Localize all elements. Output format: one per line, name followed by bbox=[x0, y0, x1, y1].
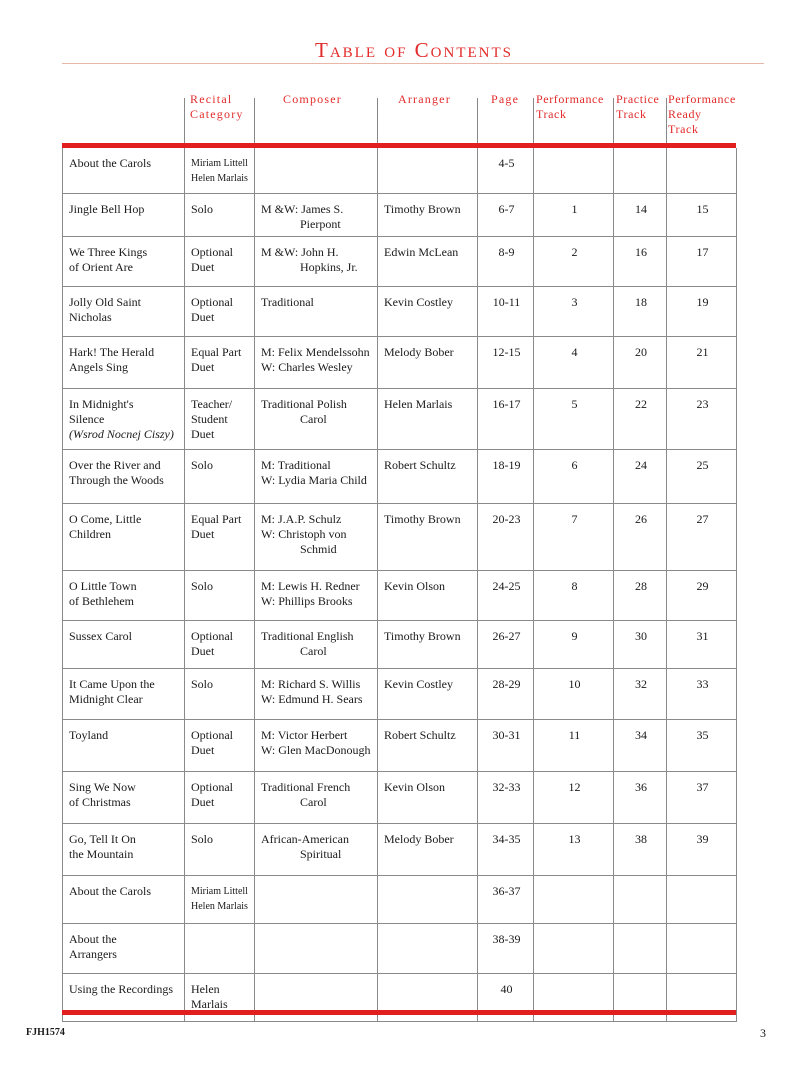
page-title: Table of Contents bbox=[315, 38, 513, 62]
arranger-cell: Melody Bober bbox=[378, 336, 478, 388]
practice-track-cell bbox=[614, 875, 667, 923]
song-title-cell: Jolly Old Saint Nicholas bbox=[63, 286, 185, 336]
practice-track-cell: 26 bbox=[614, 503, 667, 570]
performance-ready-track-cell: 17 bbox=[667, 236, 737, 286]
page-cell: 28-29 bbox=[478, 668, 534, 719]
performance-ready-track-cell bbox=[667, 875, 737, 923]
page-cell: 8-9 bbox=[478, 236, 534, 286]
performance-track-cell: 4 bbox=[534, 336, 614, 388]
composer-cell: M &W: James S. Pierpont bbox=[255, 193, 378, 236]
table-row bbox=[63, 620, 737, 668]
arranger-cell: Timothy Brown bbox=[378, 620, 478, 668]
performance-ready-track-cell: 21 bbox=[667, 336, 737, 388]
performance-track-cell: 8 bbox=[534, 570, 614, 620]
page-cell: 18-19 bbox=[478, 449, 534, 503]
page-cell: 38-39 bbox=[478, 923, 534, 973]
practice-track-cell: 38 bbox=[614, 823, 667, 875]
composer-cell: African-American Spiritual bbox=[255, 823, 378, 875]
song-title-cell: Toyland bbox=[63, 719, 185, 771]
practice-track-cell: 30 bbox=[614, 620, 667, 668]
song-title-cell: Jingle Bell Hop bbox=[63, 193, 185, 236]
header-practice-track: Practice Track bbox=[616, 92, 660, 121]
composer-cell: Traditional Polish Carol bbox=[255, 388, 378, 449]
table-row bbox=[63, 823, 737, 875]
contents-table-body bbox=[63, 148, 737, 1021]
performance-track-cell: 1 bbox=[534, 193, 614, 236]
song-title-cell: About the Carols bbox=[63, 148, 185, 193]
catalog-code: FJH1574 bbox=[26, 1027, 65, 1038]
composer-cell: M: Lewis H. Redner W: Phillips Brooks bbox=[255, 570, 378, 620]
page-cell: 24-25 bbox=[478, 570, 534, 620]
recital-category-cell: Equal Part Duet bbox=[185, 503, 255, 570]
recital-category-cell: Solo bbox=[185, 570, 255, 620]
page-cell: 32-33 bbox=[478, 771, 534, 823]
performance-track-cell bbox=[534, 875, 614, 923]
arranger-cell: Kevin Costley bbox=[378, 668, 478, 719]
practice-track-cell: 20 bbox=[614, 336, 667, 388]
page-cell: 12-15 bbox=[478, 336, 534, 388]
composer-cell: Traditional bbox=[255, 286, 378, 336]
table-header bbox=[0, 88, 800, 144]
composer-cell: Traditional English Carol bbox=[255, 620, 378, 668]
recital-category-cell: Optional Duet bbox=[185, 719, 255, 771]
arranger-cell: Kevin Olson bbox=[378, 771, 478, 823]
song-title-cell: It Came Upon the Midnight Clear bbox=[63, 668, 185, 719]
header-divider bbox=[184, 98, 185, 144]
composer-cell: M: Traditional W: Lydia Maria Child bbox=[255, 449, 378, 503]
arranger-cell: Kevin Olson bbox=[378, 570, 478, 620]
arranger-cell: Kevin Costley bbox=[378, 286, 478, 336]
performance-ready-track-cell: 33 bbox=[667, 668, 737, 719]
performance-ready-track-cell: 37 bbox=[667, 771, 737, 823]
recital-category-cell: Helen Marlais bbox=[185, 973, 255, 1021]
page-cell: 40 bbox=[478, 973, 534, 1021]
table-row bbox=[63, 503, 737, 570]
recital-category-cell bbox=[185, 923, 255, 973]
header-divider bbox=[533, 98, 534, 144]
arranger-cell bbox=[378, 923, 478, 973]
recital-category-cell: Optional Duet bbox=[185, 620, 255, 668]
table-row bbox=[63, 236, 737, 286]
performance-ready-track-cell: 31 bbox=[667, 620, 737, 668]
practice-track-cell: 32 bbox=[614, 668, 667, 719]
performance-ready-track-cell: 29 bbox=[667, 570, 737, 620]
practice-track-cell: 18 bbox=[614, 286, 667, 336]
contents-table bbox=[62, 148, 737, 1022]
header-arranger: Arranger bbox=[398, 92, 451, 106]
composer-cell: M: Richard S. Willis W: Edmund H. Sears bbox=[255, 668, 378, 719]
arranger-cell: Melody Bober bbox=[378, 823, 478, 875]
arranger-cell: Edwin McLean bbox=[378, 236, 478, 286]
performance-ready-track-cell: 39 bbox=[667, 823, 737, 875]
arranger-cell: Helen Marlais bbox=[378, 388, 478, 449]
table-row bbox=[63, 771, 737, 823]
table-bottom-rule bbox=[62, 1010, 736, 1015]
practice-track-cell: 16 bbox=[614, 236, 667, 286]
header-performance-track: Performance Track bbox=[536, 92, 604, 121]
table-row bbox=[63, 719, 737, 771]
arranger-cell: Timothy Brown bbox=[378, 193, 478, 236]
composer-cell bbox=[255, 923, 378, 973]
header-page: Page bbox=[491, 92, 520, 106]
song-title-cell: Using the Recordings bbox=[63, 973, 185, 1021]
header-recital-category: Recital Category bbox=[190, 92, 244, 121]
song-title-cell: We Three Kings of Orient Are bbox=[63, 236, 185, 286]
arranger-cell: Timothy Brown bbox=[378, 503, 478, 570]
recital-category-cell: Equal Part Duet bbox=[185, 336, 255, 388]
performance-track-cell: 6 bbox=[534, 449, 614, 503]
song-title-cell: O Little Town of Bethlehem bbox=[63, 570, 185, 620]
header-divider bbox=[666, 98, 667, 144]
arranger-cell: Robert Schultz bbox=[378, 449, 478, 503]
table-row bbox=[63, 570, 737, 620]
performance-ready-track-cell: 25 bbox=[667, 449, 737, 503]
song-title-cell: Sing We Now of Christmas bbox=[63, 771, 185, 823]
header-divider bbox=[377, 98, 378, 144]
table-row bbox=[63, 449, 737, 503]
song-title-cell: About the Arrangers bbox=[63, 923, 185, 973]
page-cell: 34-35 bbox=[478, 823, 534, 875]
performance-track-cell bbox=[534, 923, 614, 973]
performance-track-cell: 12 bbox=[534, 771, 614, 823]
performance-track-cell: 10 bbox=[534, 668, 614, 719]
table-row bbox=[63, 148, 737, 193]
page-cell: 36-37 bbox=[478, 875, 534, 923]
performance-track-cell: 13 bbox=[534, 823, 614, 875]
song-title-cell: About the Carols bbox=[63, 875, 185, 923]
performance-track-cell: 5 bbox=[534, 388, 614, 449]
song-title-cell: Hark! The Herald Angels Sing bbox=[63, 336, 185, 388]
table-row bbox=[63, 336, 737, 388]
performance-track-cell: 7 bbox=[534, 503, 614, 570]
page-cell: 6-7 bbox=[478, 193, 534, 236]
arranger-cell: Robert Schultz bbox=[378, 719, 478, 771]
header-divider bbox=[477, 98, 478, 144]
practice-track-cell: 34 bbox=[614, 719, 667, 771]
composer-cell: M &W: John H. Hopkins, Jr. bbox=[255, 236, 378, 286]
composer-cell: M: Felix Mendelssohn W: Charles Wesley bbox=[255, 336, 378, 388]
performance-track-cell bbox=[534, 148, 614, 193]
performance-ready-track-cell: 23 bbox=[667, 388, 737, 449]
practice-track-cell: 28 bbox=[614, 570, 667, 620]
arranger-cell bbox=[378, 148, 478, 193]
practice-track-cell bbox=[614, 923, 667, 973]
table-row bbox=[63, 668, 737, 719]
recital-category-cell: Solo bbox=[185, 823, 255, 875]
page-cell: 20-23 bbox=[478, 503, 534, 570]
performance-track-cell: 3 bbox=[534, 286, 614, 336]
song-title-alt: (Wsrod Nocnej Ciszy) bbox=[69, 426, 174, 441]
song-title-cell: Over the River and Through the Woods bbox=[63, 449, 185, 503]
performance-track-cell: 9 bbox=[534, 620, 614, 668]
practice-track-cell: 24 bbox=[614, 449, 667, 503]
performance-ready-track-cell bbox=[667, 923, 737, 973]
performance-ready-track-cell: 35 bbox=[667, 719, 737, 771]
performance-ready-track-cell: 15 bbox=[667, 193, 737, 236]
song-title-cell: In Midnight's Silence (Wsrod Nocnej Ciszy) bbox=[63, 388, 185, 449]
performance-ready-track-cell: 27 bbox=[667, 503, 737, 570]
table-row bbox=[63, 286, 737, 336]
recital-category-cell: Solo bbox=[185, 449, 255, 503]
performance-ready-track-cell bbox=[667, 148, 737, 193]
composer-cell bbox=[255, 875, 378, 923]
recital-category-cell: Solo bbox=[185, 193, 255, 236]
page-cell: 4-5 bbox=[478, 148, 534, 193]
title-divider bbox=[62, 63, 764, 64]
recital-category-cell: Optional Duet bbox=[185, 286, 255, 336]
header-composer: Composer bbox=[283, 92, 342, 106]
page-number: 3 bbox=[760, 1026, 766, 1040]
recital-category-cell: Teacher/ Student Duet bbox=[185, 388, 255, 449]
recital-category-cell: Optional Duet bbox=[185, 236, 255, 286]
recital-category-cell: Solo bbox=[185, 668, 255, 719]
song-title-cell: Sussex Carol bbox=[63, 620, 185, 668]
page-cell: 26-27 bbox=[478, 620, 534, 668]
practice-track-cell: 22 bbox=[614, 388, 667, 449]
performance-track-cell: 11 bbox=[534, 719, 614, 771]
recital-category-cell: Miriam Littell Helen Marlais bbox=[185, 875, 255, 923]
arranger-cell bbox=[378, 875, 478, 923]
performance-ready-track-cell: 19 bbox=[667, 286, 737, 336]
composer-cell bbox=[255, 148, 378, 193]
song-title-cell: O Come, Little Children bbox=[63, 503, 185, 570]
song-title-cell: Go, Tell It On the Mountain bbox=[63, 823, 185, 875]
composer-cell: M: Victor Herbert W: Glen MacDonough bbox=[255, 719, 378, 771]
practice-track-cell: 14 bbox=[614, 193, 667, 236]
table-row bbox=[63, 923, 737, 973]
practice-track-cell bbox=[614, 148, 667, 193]
recital-category-cell: Miriam Littell Helen Marlais bbox=[185, 148, 255, 193]
header-divider bbox=[254, 98, 255, 144]
page-cell: 16-17 bbox=[478, 388, 534, 449]
page-cell: 30-31 bbox=[478, 719, 534, 771]
composer-cell: M: J.A.P. Schulz W: Christoph von Schmid bbox=[255, 503, 378, 570]
table-row bbox=[63, 193, 737, 236]
table-row bbox=[63, 875, 737, 923]
composer-cell: Traditional French Carol bbox=[255, 771, 378, 823]
performance-track-cell: 2 bbox=[534, 236, 614, 286]
practice-track-cell: 36 bbox=[614, 771, 667, 823]
header-divider bbox=[613, 98, 614, 144]
recital-category-cell: Optional Duet bbox=[185, 771, 255, 823]
page-cell: 10-11 bbox=[478, 286, 534, 336]
table-row bbox=[63, 388, 737, 449]
header-performance-ready-track: Performance Ready Track bbox=[668, 92, 736, 136]
